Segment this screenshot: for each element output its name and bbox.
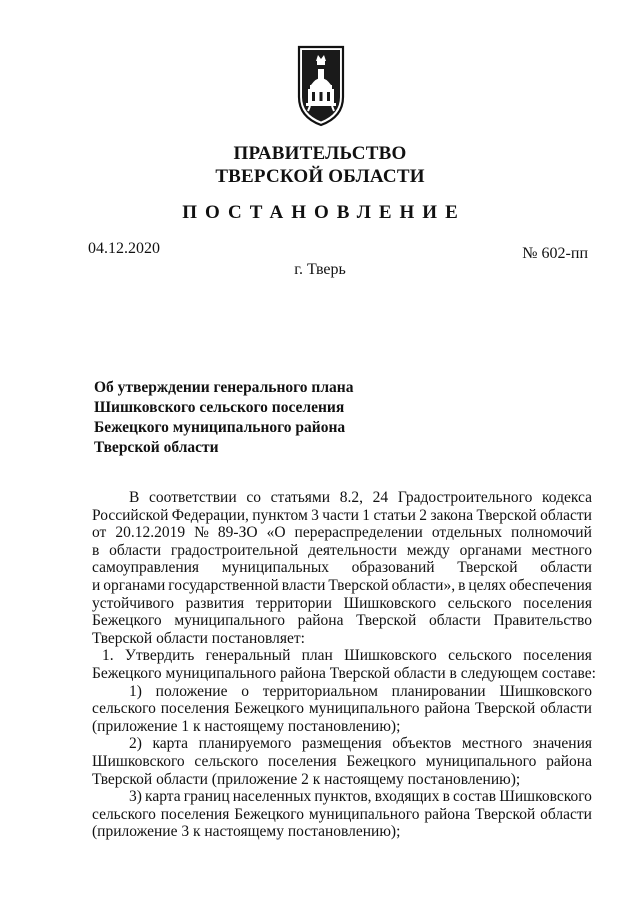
document-body (92, 489, 596, 841)
body-line: 1. Утвердить генеральный план Шишковского сельского поселения (102, 647, 592, 665)
body-line: устойчивого развития территории Шишковского сельского поселения (92, 594, 592, 612)
body-line: Шишковского сельского поселения Бежецкого муниципального района (92, 752, 592, 770)
body-line: Тверской области постановляет: (92, 629, 305, 647)
body-line: самоуправления муниципальных образований Тверской области (92, 559, 592, 577)
body-line: (приложение 1 к настоящему постановлению); (92, 717, 401, 735)
body-line: сельского поселения Бежецкого муниципального района Тверской области (92, 805, 592, 823)
document-city: г. Тверь (294, 261, 346, 278)
document-date: 04.12.2020 (88, 240, 160, 257)
body-line: Российской Федерации, пунктом 3 части 1 статьи 2 закона Тверской области (92, 506, 592, 524)
body-line: от 20.12.2019 № 89-ЗО «О перераспределении отдельных полномочий (92, 524, 592, 542)
body-line: и органами государственной власти Тверской области», в целях обеспечения (92, 576, 592, 594)
body-line: 1) положение о территориальном планировании Шишковского (129, 682, 592, 700)
document-type: ПОСТАНОВЛЕНИЕ (182, 202, 466, 223)
coat-of-arms-icon (296, 45, 346, 127)
body-line: 3) карта границ населенных пунктов, входящих в состав Шишковского (129, 788, 592, 806)
organization-name-line1: ПРАВИТЕЛЬСТВО (233, 143, 407, 164)
title-line: Тверской области (94, 439, 219, 456)
document-title (94, 378, 454, 458)
body-line: Тверской области (приложение 2 к настоящему постановлению); (92, 770, 521, 788)
body-line: В соответствии со статьями 8.2, 24 Градостроительного кодекса (129, 489, 592, 506)
document-number: № 602-пп (522, 245, 588, 262)
organization-name-line2: ТВЕРСКОЙ ОБЛАСТИ (215, 166, 425, 187)
body-line: 2) карта планируемого размещения объектов местного значения (129, 735, 592, 753)
title-line: Шишковского сельского поселения (94, 399, 345, 416)
body-line: Бежецкого муниципального района Тверской области Правительство (92, 612, 592, 630)
body-line: Бежецкого муниципального района Тверской области в следующем составе: (92, 664, 596, 682)
title-line: Бежецкого муниципального района (94, 419, 346, 436)
body-line: сельского поселения Бежецкого муниципального района Тверской области (92, 700, 592, 718)
body-line: (приложение 3 к настоящему постановлению); (92, 823, 401, 841)
body-line: в области градостроительной деятельности между органами местного (92, 541, 592, 559)
title-line: Об утверждении генерального плана (94, 379, 354, 396)
